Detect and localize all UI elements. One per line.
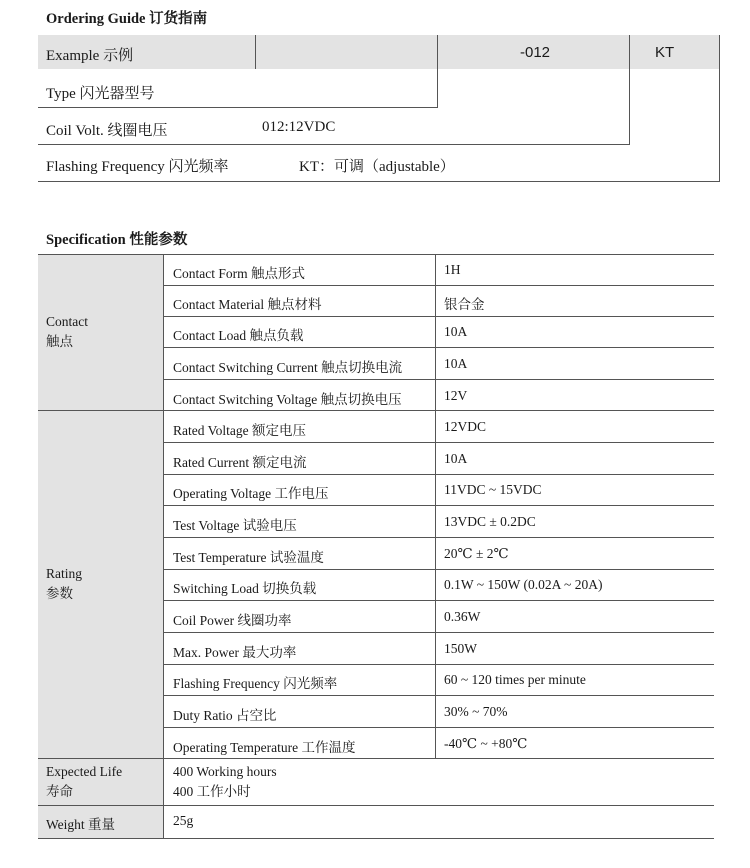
rating-group-label [46, 564, 82, 604]
coil-volt-label: Coil Volt. 线圈电压 [46, 123, 168, 139]
example-label: Example 示例 [46, 48, 134, 64]
flashing-frequency-value: KT：可调（adjustable） [299, 159, 455, 175]
spec-param: Contact Form 触点形式 [173, 266, 305, 281]
specification-title: Specification 性能参数 [46, 232, 188, 248]
example-header-bar [38, 35, 720, 69]
spec-param: Operating Voltage 工作电压 [173, 486, 329, 501]
spec-value: 150W [444, 641, 477, 656]
spec-param: Coil Power 线圈功率 [173, 613, 292, 628]
spec-value: 13VDC ± 0.2DC [444, 514, 536, 529]
spec-param: Switching Load 切换负载 [173, 581, 317, 596]
flashing-frequency-label: Flashing Frequency 闪光频率 [46, 159, 229, 175]
type-label: Type 闪光器型号 [46, 86, 155, 102]
ordering-guide-title: Ordering Guide 订货指南 [46, 11, 208, 27]
spec-value: 10A [444, 324, 468, 339]
spec-value: 10A [444, 451, 468, 466]
life-group-label [46, 762, 122, 802]
rating-label-en: Rating [46, 566, 82, 581]
contact-label-cn: 触点 [46, 334, 73, 349]
spec-param: Contact Load 触点负载 [173, 328, 304, 343]
spec-param: Max. Power 最大功率 [173, 645, 297, 660]
spec-value: 银合金 [444, 297, 485, 312]
spec-param: Test Temperature 试验温度 [173, 550, 324, 565]
spec-param: Rated Voltage 额定电压 [173, 423, 306, 438]
spec-value: 10A [444, 356, 468, 371]
life-value-line1: 400 Working hours [173, 764, 277, 779]
contact-label-en: Contact [46, 314, 88, 329]
spec-param: Contact Material 触点材料 [173, 297, 322, 312]
spec-value: 12VDC [444, 419, 487, 434]
spec-value: 12V [444, 388, 468, 403]
spec-value: 1H [444, 262, 461, 277]
spec-value: 11VDC ~ 15VDC [444, 482, 542, 497]
spec-param: Operating Temperature 工作温度 [173, 740, 356, 755]
example-code: -012 [520, 44, 551, 61]
rating-label-cn: 参数 [46, 586, 73, 601]
spec-value: 0.36W [444, 609, 481, 624]
spec-value: 30% ~ 70% [444, 704, 508, 719]
spec-param: Contact Switching Current 触点切换电流 [173, 360, 403, 375]
spec-value: 0.1W ~ 150W (0.02A ~ 20A) [444, 577, 603, 592]
weight-label: Weight 重量 [46, 817, 116, 832]
weight-value: 25g [173, 813, 194, 828]
life-value-line2: 400 工作小时 [173, 784, 251, 799]
life-label-cn: 寿命 [46, 784, 73, 799]
spec-param: Contact Switching Voltage 触点切换电压 [173, 392, 402, 407]
contact-group-label [46, 312, 88, 352]
life-value [173, 762, 277, 802]
spec-param: Flashing Frequency 闪光频率 [173, 676, 338, 691]
spec-param: Duty Ratio 占空比 [173, 708, 277, 723]
spec-param: Rated Current 额定电流 [173, 455, 307, 470]
spec-value: 60 ~ 120 times per minute [444, 672, 586, 687]
spec-value: -40℃ ~ +80℃ [444, 736, 528, 751]
spec-param: Test Voltage 试验电压 [173, 518, 297, 533]
example-suffix: KT [655, 44, 675, 61]
spec-value: 20℃ ± 2℃ [444, 546, 509, 561]
life-label-en: Expected Life [46, 764, 123, 779]
coil-volt-value: 012:12VDC [262, 119, 336, 135]
